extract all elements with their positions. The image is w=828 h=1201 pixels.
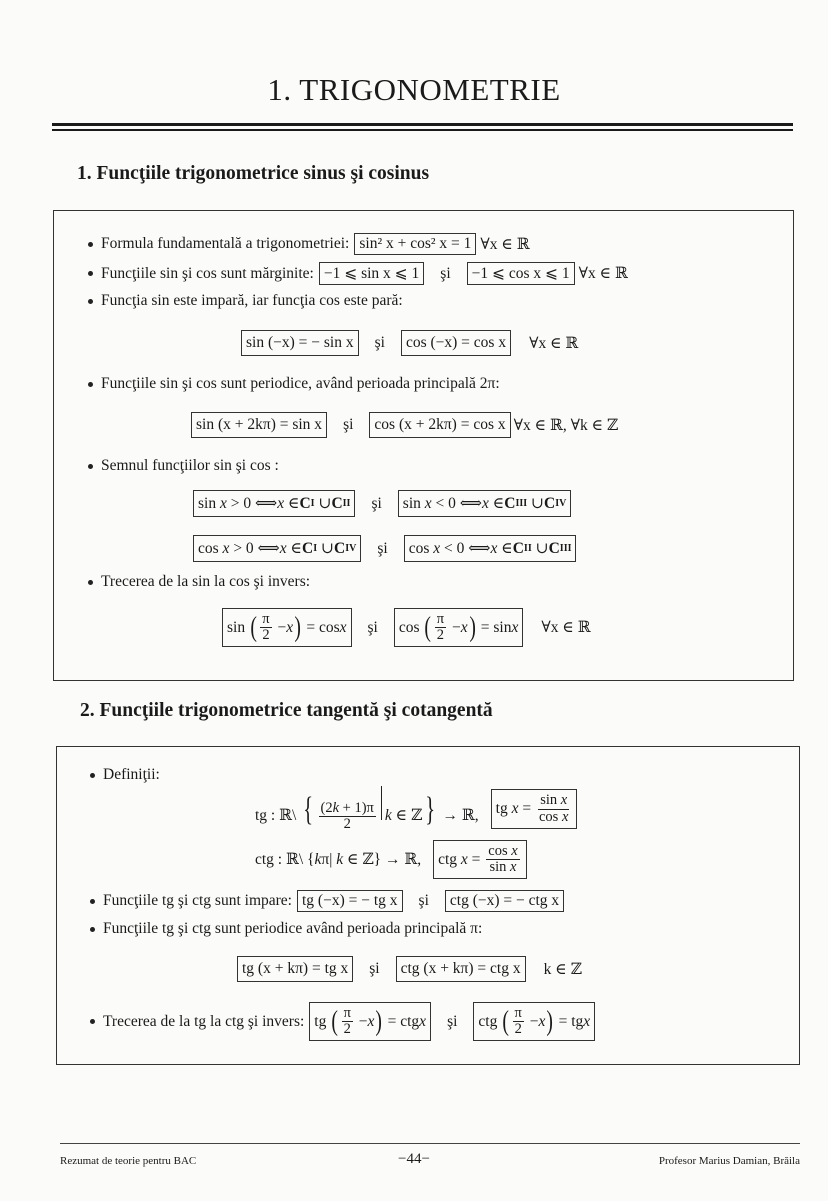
transition-formulas	[222, 608, 591, 647]
item-text: Definiţii:	[103, 766, 160, 783]
bullet-icon	[88, 242, 93, 247]
item-sign	[88, 457, 279, 475]
section-title-2: 2. Funcţiile trigonometrice tangentă şi cotangentă	[80, 700, 493, 721]
tg-domain: tg : ℝ\ { $\frac{(2k + 1)\pi}{2}$ k ∈ ℤ} → ℝ,	[255, 786, 479, 832]
quantifier: ∀x ∈ ℝ	[578, 265, 628, 282]
formula-box: tg (x + kπ) = tg x	[237, 956, 353, 982]
quantifier: ∀x ∈ ℝ	[529, 334, 579, 352]
formula-box-ctg: ctg x = $\frac{\text{cos x}}{\text{sin x}}$	[433, 840, 527, 879]
tg-definition	[255, 786, 577, 832]
formula-box-cos-positive: cos x > 0 ⟺ x ∈ C I ∪ C IV	[193, 535, 361, 562]
item-tg-periodic	[90, 920, 482, 938]
bullet-icon	[88, 299, 93, 304]
connector: şi	[377, 539, 388, 557]
bullet-icon	[90, 899, 95, 904]
formula-box-cos-complement: cos ( $\frac{\pi}{2}$ − x ) = sin x	[394, 608, 524, 647]
formula-box-sin-positive: sin x > 0 ⟺ x ∈ C I ∪ C II	[193, 490, 355, 517]
formula-box: ctg (−x) = − ctg x	[445, 890, 564, 912]
item-periodicity	[88, 375, 500, 393]
tg-periodic-formulas	[237, 956, 582, 982]
connector: şi	[371, 494, 382, 512]
ctg-definition	[255, 840, 527, 879]
connector: şi	[343, 416, 354, 433]
formula-box: −1 ⩽ sin x ⩽ 1	[319, 262, 424, 285]
item-sin-cos-transition	[88, 573, 310, 591]
item-tg-odd	[90, 890, 564, 912]
title-rule-thick	[52, 123, 793, 126]
bullet-icon	[88, 580, 93, 585]
quantifier: ∀x ∈ ℝ	[541, 619, 591, 637]
quantifier: ∀x ∈ ℝ	[480, 235, 530, 253]
formula-box-sin-negative: sin x < 0 ⟺ x ∈ C III ∪ C IV	[398, 490, 572, 517]
bullet-icon	[88, 271, 93, 276]
item-text: Trecerea de la sin la cos şi invers:	[101, 573, 311, 590]
formula-box: −1 ⩽ cos x ⩽ 1	[467, 262, 575, 285]
title-rule-thin	[52, 129, 793, 131]
formula-box: ctg (x + kπ) = ctg x	[396, 956, 526, 982]
footer-left: Rezumat de teorie pentru BAC	[60, 1155, 197, 1167]
bullet-icon	[88, 464, 93, 469]
item-tg-ctg-transition	[90, 1002, 595, 1041]
bullet-icon	[90, 1019, 95, 1024]
formula-box-ctg-complement: ctg ( $\frac{\pi}{2}$ − x ) = tg x	[473, 1002, 595, 1041]
sign-sin-formulas	[193, 490, 571, 517]
chapter-title: 1. TRIGONOMETRIE	[267, 72, 561, 107]
bullet-icon	[90, 927, 95, 932]
item-fundamental-formula	[88, 233, 530, 255]
connector: şi	[440, 264, 451, 282]
formula-box-tg: tg x = $\frac{\text{sin x}}{\text{cos x}}$	[491, 789, 578, 828]
formula-box: tg (−x) = − tg x	[297, 890, 403, 912]
connector: şi	[447, 1012, 458, 1030]
formula-box-cos-negative: cos x < 0 ⟺ x ∈ C II ∪ C III	[404, 535, 577, 562]
formula-box: cos (−x) = cos x	[401, 330, 511, 356]
bullet-icon	[90, 773, 95, 778]
item-text: Funcţiile tg şi ctg sunt impare:	[103, 892, 292, 909]
formula-box-sin-complement: sin ( $\frac{\pi}{2}$ − x ) = cos x	[222, 608, 352, 647]
page-number: −44−	[398, 1151, 430, 1167]
ctg-domain: ctg : ℝ\ {kπ| k ∈ ℤ} → ℝ,	[255, 851, 422, 869]
connector: şi	[369, 960, 380, 977]
item-bounded	[88, 262, 628, 285]
formula-box: sin (−x) = − sin x	[241, 330, 359, 356]
sign-cos-formulas	[193, 535, 576, 562]
formula-box: cos (x + 2kπ) = cos x	[369, 412, 510, 438]
parity-formulas	[241, 330, 578, 356]
footer-rule	[60, 1143, 800, 1144]
item-parity	[88, 292, 403, 310]
item-text: Funcţiile sin şi cos sunt periodice, având perioada principală 2π:	[101, 375, 500, 392]
formula-box-tg-complement: tg ( $\frac{\pi}{2}$ − x ) = ctg x	[309, 1002, 431, 1041]
section-title-1: 1. Funcţiile trigonometrice sinus şi cosinus	[77, 163, 430, 184]
bullet-icon	[88, 382, 93, 387]
periodicity-formulas	[191, 412, 618, 438]
item-text: Funcţiile sin şi cos sunt mărginite:	[101, 264, 314, 282]
connector: şi	[374, 334, 385, 351]
quantifier: ∀x ∈ ℝ, ∀k ∈ ℤ	[513, 416, 619, 434]
item-text: Funcţia sin este impară, iar funcţia cos este pară:	[101, 292, 403, 309]
footer-right: Profesor Marius Damian, Brăila	[658, 1155, 800, 1167]
item-text: Formula fundamentală a trigonometriei:	[101, 235, 350, 252]
connector: şi	[367, 618, 378, 636]
item-text: Funcţiile tg şi ctg sunt periodice având perioada principală π:	[103, 920, 483, 937]
item-definitions	[90, 766, 160, 784]
quantifier: k ∈ ℤ	[543, 960, 582, 978]
item-text: Trecerea de la tg la ctg şi invers:	[103, 1012, 305, 1030]
item-text: Semnul funcţiilor sin şi cos :	[101, 457, 279, 474]
formula-box: sin (x + 2kπ) = sin x	[191, 412, 327, 438]
formula-box: sin² x + cos² x = 1	[354, 233, 476, 255]
connector: şi	[418, 892, 429, 909]
